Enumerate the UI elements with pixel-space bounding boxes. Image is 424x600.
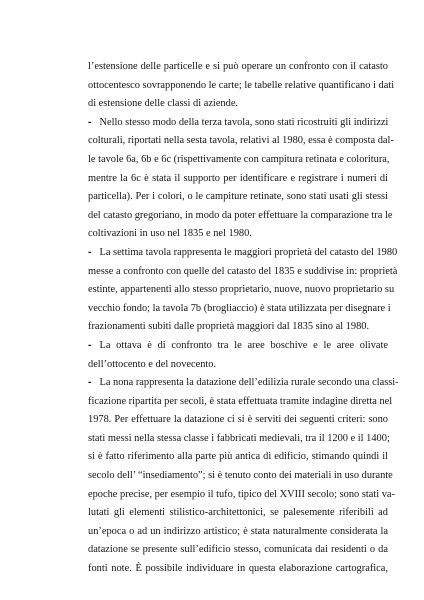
text-line <box>88 170 388 189</box>
line-text: datazione se presente sull’edificio stesso, comunicata dai residenti o da <box>88 544 388 556</box>
text-line <box>88 393 393 412</box>
bullet-paragraph <box>88 337 388 374</box>
line-text: particella). Per i colori, o le campiture retinate, sono stati usati gli stessi <box>88 191 388 203</box>
line-text: coltivazioni in uso nel 1835 e nel 1980. <box>88 228 252 240</box>
bullet-paragraph <box>88 374 399 579</box>
line-text: 1978. Per effettuare la datazione ci si è serviti dei seguenti criteri: sono <box>88 414 388 426</box>
line-text: fonti note. È possibile individuare in questa elaborazione cartografica, <box>88 563 388 575</box>
line-text: di estensione delle classi di aziende. <box>88 98 239 110</box>
text-line <box>88 523 388 542</box>
text-line <box>88 114 388 133</box>
text-line <box>88 337 388 356</box>
line-text: lutati gli elementi stilistico-architettonici, se palesemente riferibili ad <box>88 507 388 519</box>
line-text: La ottava è di confronto tra le aree boschive e le aree olivate <box>99 339 388 351</box>
line-text: del catasto gregoriano, in modo da poter effettuare la comparazione tra le <box>88 209 393 221</box>
line-text: un’epoca o ad un indirizzo artistico; è stata naturalmente considerata la <box>88 525 388 537</box>
bullet-dash: - <box>88 339 92 351</box>
body-text <box>88 58 399 579</box>
text-line <box>88 244 398 263</box>
line-text: La settima tavola rappresenta le maggiori proprietà del catasto del 1980 <box>99 246 398 258</box>
text-line <box>88 467 393 486</box>
text-line <box>88 151 388 170</box>
line-text: colturali, riportati nella sesta tavola, relativi al 1980, essa è composta dal- <box>88 135 394 147</box>
line-text: ficazione ripartita per secoli, è stata effettuata tramite indagine diretta nel <box>88 395 393 407</box>
text-line <box>88 188 388 207</box>
text-line <box>88 504 388 523</box>
text-line <box>88 225 388 244</box>
text-line <box>88 486 396 505</box>
bullet-paragraph <box>88 244 398 337</box>
text-line <box>88 300 391 319</box>
text-line <box>88 263 398 282</box>
text-line <box>88 448 388 467</box>
text-line <box>88 541 388 560</box>
text-line <box>88 207 393 226</box>
line-text: le tavole 6a, 6b e 6c (rispettivamente con campitura retinata e coloritura, <box>88 153 390 165</box>
line-text: mentre la 6c è stata il supporto per identificare e registrare i numeri di <box>88 172 388 184</box>
bullet-dash: - <box>88 377 92 389</box>
text-line <box>88 411 388 430</box>
line-text: epoche precise, per esempio il tufo, tipico del XVIII secolo; sono stati va- <box>88 488 396 500</box>
line-text: frazionamenti subiti dalle proprietà maggiori dal 1835 sino al 1980. <box>88 321 370 333</box>
line-text: dell’ottocento e del novecento. <box>88 358 217 370</box>
text-line <box>88 430 388 449</box>
line-text: messe a confronto con quelle del catasto del 1835 e suddivise in: proprietà <box>88 265 398 277</box>
text-line <box>88 132 394 151</box>
bullet-dash: - <box>88 116 92 128</box>
text-line <box>88 95 388 114</box>
line-text: La nona rappresenta la datazione dell’edilizia rurale secondo una classi- <box>99 377 399 389</box>
text-line <box>88 318 388 337</box>
line-text: l’estensione delle particelle e si può operare un confronto con il catasto <box>88 61 388 72</box>
text-line <box>88 356 388 375</box>
bullet-dash: - <box>88 246 92 258</box>
line-text: vecchio fondo; la tavola 7b (brogliaccio) è stata utilizzata per disegnare i <box>88 302 391 314</box>
line-text: si è fatto riferimento alla parte più antica di edificio, stimando quindi il <box>88 451 388 463</box>
line-text: Nello stesso modo della terza tavola, sono stati ricostruiti gli indirizzi <box>99 116 389 128</box>
text-line <box>88 281 395 300</box>
line-text: secolo dell’ “insediamento”; si è tenuto conto dei materiali in uso durante <box>88 470 393 482</box>
text-line <box>88 77 395 96</box>
line-text: ottocentesco sovrapponendo le carte; le tabelle relative quantificano i dati <box>88 79 395 91</box>
text-line <box>88 374 399 393</box>
paragraph <box>88 58 395 114</box>
text-line <box>88 58 388 77</box>
text-line <box>88 560 388 579</box>
bullet-paragraph <box>88 114 394 244</box>
line-text: stati messi nella stessa classe i fabbricati medievali, tra il 1200 e il 1400; <box>88 432 390 444</box>
line-text: estinte, appartenenti allo stesso proprietario, nuove, nuovo proprietario su <box>88 284 395 296</box>
